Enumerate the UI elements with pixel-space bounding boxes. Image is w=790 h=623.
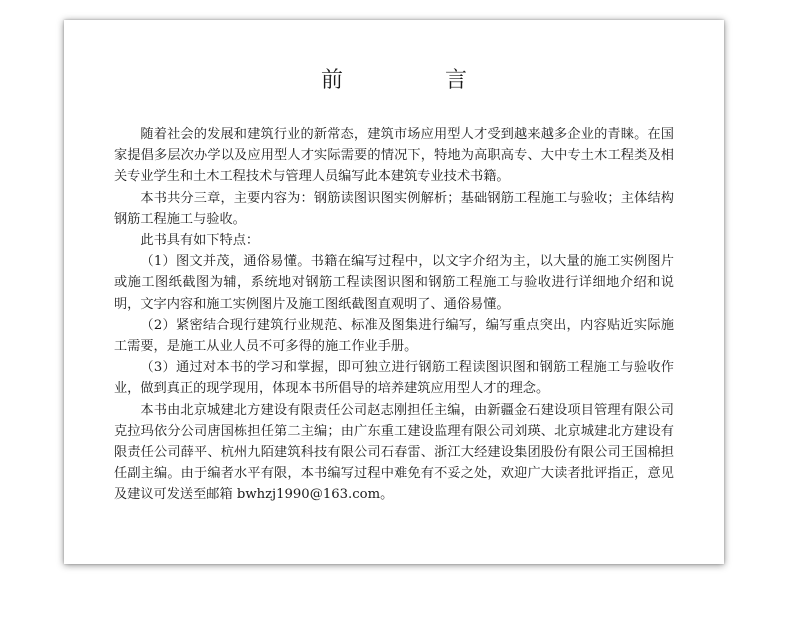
page-title: 前 言 bbox=[320, 68, 507, 93]
paragraph-feature-1: （1）图文并茂，通俗易懂。书籍在编写过程中，以文字介绍为主，以大量的施工实例图片或施工图纸截图为辅，系统地对钢筋工程读图识图和钢筋工程施工与验收进行详细地介绍和说明，文字内容和施工实例图片及施工图纸截图直观明了、通俗易懂。 bbox=[114, 254, 674, 312]
preface-body bbox=[114, 124, 674, 506]
paragraph-contents: 本书共分三章，主要内容为：钢筋读图识图实例解析；基础钢筋工程施工与验收；主体结构钢筋工程施工与验收。 bbox=[114, 190, 674, 227]
paragraph-feature-3: （3）通过对本书的学习和掌握，即可独立进行钢筋工程读图识图和钢筋工程施工与验收作业，做到真正的现学现用，体现本书所倡导的培养建筑应用型人才的理念。 bbox=[114, 360, 674, 397]
paragraph-features-heading: 此书具有如下特点： bbox=[140, 233, 260, 249]
paragraph-intro: 随着社会的发展和建筑行业的新常态，建筑市场应用型人才受到越来越多企业的青睐。在国家提倡多层次办学以及应用型人才实际需要的情况下，特地为高职高专、大中专土木工程类及相关专业学生和土木工程技术与管理人员编写此本建筑专业技术书籍。 bbox=[114, 127, 674, 185]
document-page bbox=[64, 20, 724, 564]
paragraph-feature-2: （2）紧密结合现行建筑行业规范、标准及图集进行编写，编写重点突出，内容贴近实际施工需要，是施工从业人员不可多得的施工作业手册。 bbox=[114, 317, 674, 355]
paragraph-editors: 本书由北京城建北方建设有限责任公司赵志刚担任主编，由新疆金石建设项目管理有限公司克拉玛依分公司唐国栋担任第二主编；由广东重工建设监理有限公司刘瑛、北京城建北方建设有限责任公司薛平、杭州九陌建筑科技有限公司石春雷、浙江大经建设集团股份有限公司王国棉担任副主编。由于编者水平有限，本书编写过程中难免有不妥之处，欢迎广大读者批评指正，意见及建议可发送至邮箱 bwhzj1990@163.com。 bbox=[114, 402, 674, 503]
